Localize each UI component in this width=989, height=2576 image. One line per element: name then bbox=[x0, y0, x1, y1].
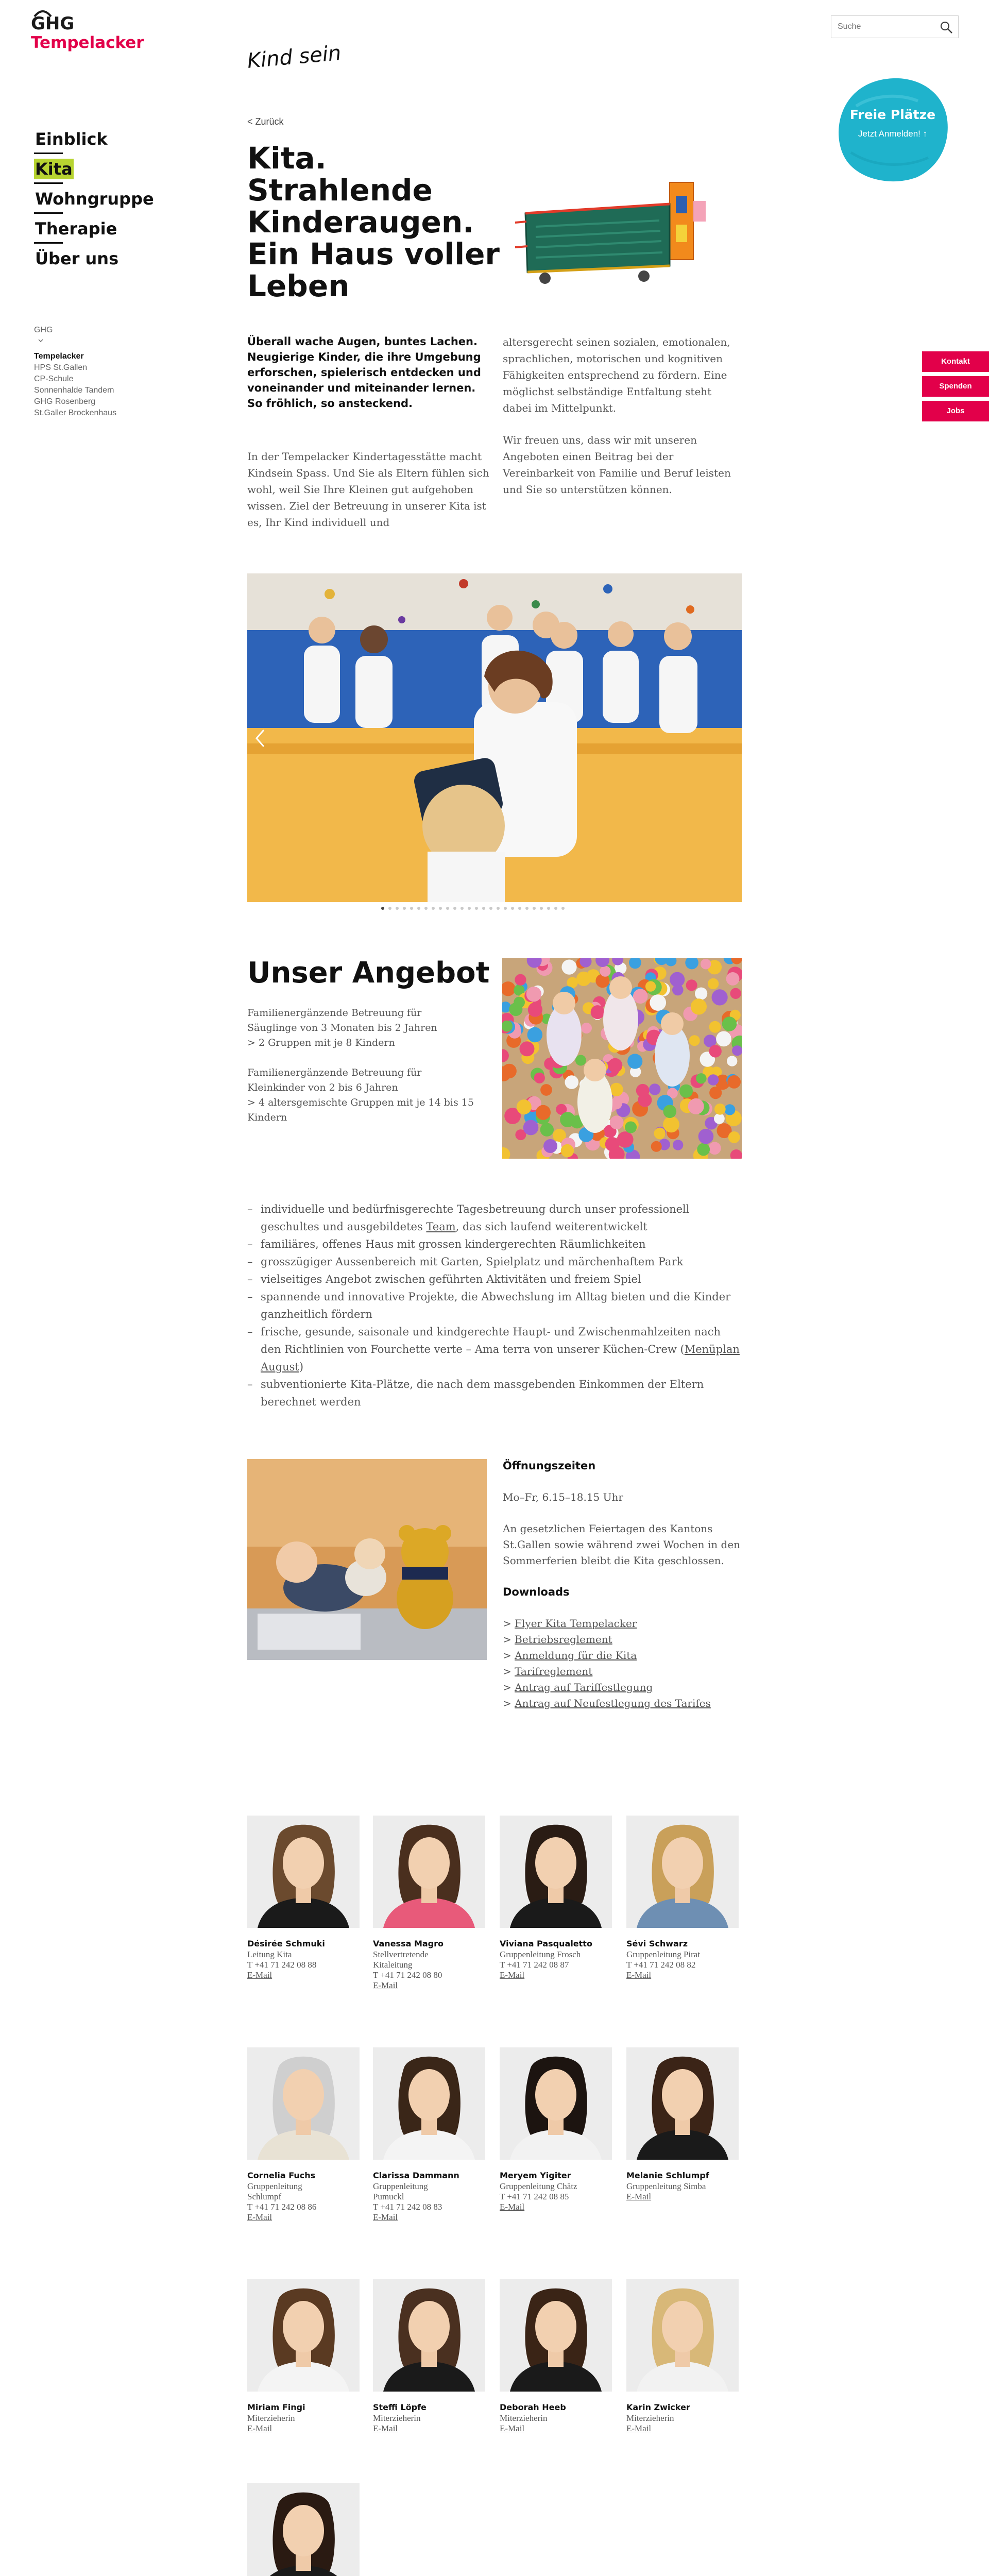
slider-dot[interactable] bbox=[446, 907, 449, 910]
slider-dot[interactable] bbox=[489, 907, 492, 910]
team-member-role: Stellvertretende Kitaleitung bbox=[373, 1950, 429, 1970]
photo-slider[interactable] bbox=[247, 573, 742, 902]
logo-ghg: GHG bbox=[31, 13, 75, 34]
team-member-photo bbox=[373, 2047, 485, 2160]
feature-list bbox=[247, 1200, 742, 1411]
free-places-title: Freie Plätze bbox=[849, 107, 936, 122]
team-member-email-link[interactable]: E-Mail bbox=[373, 2212, 398, 2222]
team-member bbox=[373, 2047, 485, 2223]
search-box bbox=[831, 15, 959, 38]
team-member-role: Gruppenleitung Frosch bbox=[500, 1950, 581, 1959]
team-member-name: Cornelia Fuchs bbox=[247, 2171, 316, 2180]
team-link[interactable]: Team bbox=[426, 1221, 456, 1233]
slider-dot[interactable] bbox=[547, 907, 550, 910]
slider-dot[interactable] bbox=[453, 907, 456, 910]
slider-dot[interactable] bbox=[461, 907, 464, 910]
intro-paragraph-1: In der Tempelacker Kindertagesstätte macht Kindsein Spass. Und Sie als Eltern fühlen sich wohl, weil Sie Ihre Kleinen gut aufgehoben wissen. Ziel der Betreuung in unserer Kita ist es, Ihr Kind individuell und bbox=[247, 450, 489, 529]
team-member-name: Meryem Yigiter bbox=[500, 2171, 571, 2180]
download-item: > Flyer Kita Tempelacker bbox=[503, 1617, 637, 1630]
subnav-item-hps[interactable]: HPS St.Gallen bbox=[34, 363, 88, 372]
back-link[interactable]: < Zurück bbox=[247, 116, 284, 127]
team-member-phone: T +41 71 242 08 82 bbox=[626, 1960, 696, 1970]
team-member bbox=[500, 1816, 612, 1980]
subnav-item-cp-schule[interactable]: CP-Schule bbox=[34, 375, 74, 383]
offer-toddlers: Familienergänzende Betreuung für Kleinkinder von 2 bis 6 Jahren > 4 altersgemischte Gruppen mit je 14 bis 15 Kindern bbox=[247, 1067, 474, 1123]
nav-item-ueber-uns[interactable]: Über uns bbox=[35, 249, 119, 268]
main-nav bbox=[34, 129, 168, 278]
nav-item-einblick[interactable]: Einblick bbox=[34, 129, 168, 159]
team-member-phone: T +41 71 242 08 85 bbox=[500, 2192, 569, 2201]
slider-dot[interactable] bbox=[533, 907, 536, 910]
team-member-phone: T +41 71 242 08 80 bbox=[373, 1970, 442, 1980]
menu-plan-link[interactable]: Menüplan August bbox=[261, 1343, 740, 1373]
download-item: > Anmeldung für die Kita bbox=[503, 1649, 637, 1662]
team-member bbox=[626, 2279, 739, 2434]
slider-dot[interactable] bbox=[511, 907, 514, 910]
slider-dot[interactable] bbox=[525, 907, 528, 910]
download-neufestlegung-link[interactable]: Antrag auf Neufestlegung des Tarifes bbox=[515, 1697, 711, 1709]
subnav-title[interactable]: GHG bbox=[34, 326, 53, 334]
download-tarif-link[interactable]: Tarifreglement bbox=[515, 1665, 593, 1677]
slider-dot[interactable] bbox=[554, 907, 557, 910]
team-member-role: Miterzieherin bbox=[626, 2413, 674, 2423]
team-member-photo bbox=[247, 2279, 360, 2392]
free-places-subtitle: Jetzt Anmelden! ↑ bbox=[858, 129, 928, 139]
page-title: Kita. Strahlende Kinderaugen. Ein Haus voller Leben bbox=[247, 141, 500, 303]
judo-kids-photo bbox=[247, 573, 742, 902]
intro-column-2 bbox=[503, 334, 742, 498]
logo-name: Tempelacker bbox=[31, 33, 144, 52]
feature-item: – frische, gesunde, saisonale und kindgerechte Haupt- und Zwischenmahlzeiten nach den Richtlinien von Fourchette verte – Ama terra von unserer Küchen-Crew (Menüplan August) bbox=[247, 1323, 742, 1376]
opening-info bbox=[503, 1458, 742, 1711]
team-member-role: Gruppenleitung Pirat bbox=[626, 1950, 701, 1959]
team-member bbox=[247, 2483, 360, 2576]
team-member-email-link[interactable]: E-Mail bbox=[626, 1970, 652, 1980]
team-member-photo bbox=[373, 2279, 485, 2392]
slider-dot[interactable] bbox=[381, 907, 384, 910]
team-member bbox=[373, 1816, 485, 1991]
team-member-phone: T +41 71 242 08 87 bbox=[500, 1960, 569, 1970]
feature-item: – spannende und innovative Projekte, die Abwechslung im Alltag bieten und die Kinder ganzheitlich fördern bbox=[247, 1288, 742, 1323]
intro-lead: Überall wache Augen, buntes Lachen. Neugierige Kinder, die ihre Umgebung erforschen, spielerisch entdecken und voneinander und miteinander lernen. So fröhlich, so ansteckend. bbox=[247, 335, 481, 410]
team-member-email-link[interactable]: E-Mail bbox=[500, 1970, 525, 1980]
team-member-role: Gruppenleitung Chätz bbox=[500, 2181, 577, 2191]
team-member-name: Désirée Schmuki bbox=[247, 1939, 325, 1948]
side-tab-jobs[interactable]: Jobs bbox=[922, 401, 989, 421]
subnav-item-tempelacker[interactable]: Tempelacker bbox=[34, 352, 84, 361]
team-member-email-link[interactable]: E-Mail bbox=[373, 2424, 398, 2433]
intro-paragraph-3: Wir freuen uns, dass wir mit unseren Angeboten einen Beitrag bei der Vereinbarkeit von Familie und Beruf leisten und Sie so unterstützen können. bbox=[503, 434, 731, 496]
site-logo[interactable] bbox=[31, 14, 165, 53]
slider-dot[interactable] bbox=[410, 907, 413, 910]
team-member-name: Miriam Fingi bbox=[247, 2402, 305, 2412]
team-member bbox=[247, 2047, 360, 2223]
search-icon[interactable] bbox=[940, 21, 953, 34]
slider-dot[interactable] bbox=[424, 907, 428, 910]
team-member-email-link[interactable]: E-Mail bbox=[247, 2212, 272, 2222]
slider-dot[interactable] bbox=[475, 907, 478, 910]
team-member-name: Viviana Pasqualetto bbox=[500, 1939, 592, 1948]
team-member-photo bbox=[626, 1816, 739, 1928]
download-reglement-link[interactable]: Betriebsreglement bbox=[515, 1633, 612, 1646]
slider-pagination[interactable] bbox=[381, 907, 565, 912]
download-item: > Antrag auf Tariffestlegung bbox=[503, 1681, 653, 1693]
team-member-email-link[interactable]: E-Mail bbox=[626, 2424, 652, 2433]
team-member-role: Miterzieherin bbox=[373, 2413, 421, 2423]
sub-nav bbox=[34, 325, 168, 419]
slider-dot[interactable] bbox=[432, 907, 435, 910]
slider-dot[interactable] bbox=[388, 907, 391, 910]
chevron-down-icon[interactable] bbox=[38, 338, 43, 343]
team-member-photo bbox=[247, 2483, 360, 2576]
team-member-role: Gruppenleitung Simba bbox=[626, 2181, 706, 2191]
ballpit-photo bbox=[502, 958, 742, 1159]
offer-title: Unser Angebot bbox=[247, 956, 490, 990]
slider-dot[interactable] bbox=[540, 907, 543, 910]
feature-item: – grosszügiger Aussenbereich mit Garten, Spielplatz und märchenhaftem Park bbox=[247, 1253, 742, 1270]
free-places-badge[interactable] bbox=[835, 75, 950, 183]
team-member-photo bbox=[373, 1816, 485, 1928]
team-member-photo bbox=[626, 2279, 739, 2392]
team-member-name: Deborah Heeb bbox=[500, 2402, 566, 2412]
team-member-phone: T +41 71 242 08 83 bbox=[373, 2202, 442, 2212]
team-member-name: Sévi Schwarz bbox=[626, 1939, 688, 1948]
team-member-email-link[interactable]: E-Mail bbox=[373, 1980, 398, 1990]
team-member-name: Melanie Schlumpf bbox=[626, 2171, 709, 2180]
tagline-kind-sein: Kind sein bbox=[246, 41, 343, 73]
slider-dot[interactable] bbox=[403, 907, 406, 910]
intro-paragraph-2: altersgerecht seinen sozialen, emotionalen, sprachlichen, motorischen und kognitiven Fähigkeiten entsprechend zu fördern. Eine möglichst selbständige Entfaltung steht dabei im Mittelpunkt. bbox=[503, 336, 730, 414]
team-member-name: Clarissa Dammann bbox=[373, 2171, 459, 2180]
opening-hours: Mo–Fr, 6.15–18.15 Uhr bbox=[503, 1491, 623, 1503]
team-member bbox=[247, 1816, 360, 1980]
team-member-photo bbox=[500, 2047, 612, 2160]
team-member-phone: T +41 71 242 08 88 bbox=[247, 1960, 317, 1970]
team-member-photo bbox=[500, 2279, 612, 2392]
team-member-photo bbox=[626, 2047, 739, 2160]
team-member-email-link[interactable]: E-Mail bbox=[500, 2202, 525, 2212]
team-member-name: Vanessa Magro bbox=[373, 1939, 444, 1948]
slider-dot[interactable] bbox=[504, 907, 507, 910]
team-member bbox=[500, 2047, 612, 2212]
team-member-name: Karin Zwicker bbox=[626, 2402, 690, 2412]
downloads-title: Downloads bbox=[503, 1586, 570, 1598]
team-member-role: Gruppenleitung Schlumpf bbox=[247, 2181, 302, 2201]
team-member bbox=[500, 2279, 612, 2434]
download-antrag-link[interactable]: Antrag auf Tariffestlegung bbox=[515, 1681, 653, 1693]
feature-item: – subventionierte Kita-Plätze, die nach dem massgebenden Einkommen der Eltern berechnet werden bbox=[247, 1376, 742, 1411]
opening-title: Öffnungszeiten bbox=[503, 1460, 596, 1472]
team-member-email-link[interactable]: E-Mail bbox=[500, 2424, 525, 2433]
download-item: > Betriebsreglement bbox=[503, 1633, 612, 1646]
slider-dot[interactable] bbox=[468, 907, 471, 910]
team-member-role: Miterzieherin bbox=[247, 2413, 295, 2423]
subnav-item-sonnenhalde[interactable]: Sonnenhalde Tandem bbox=[34, 386, 114, 395]
team-member-role: Leitung Kita bbox=[247, 1950, 292, 1959]
search-input[interactable] bbox=[831, 16, 934, 38]
child-drawing-house-illustration bbox=[515, 175, 711, 289]
team-member-email-link[interactable]: E-Mail bbox=[247, 2424, 272, 2433]
team-member-email-link[interactable]: E-Mail bbox=[626, 2192, 652, 2201]
baby-teddy-photo bbox=[247, 1459, 487, 1660]
team-member-email-link[interactable]: E-Mail bbox=[247, 1970, 272, 1980]
slider-dot[interactable] bbox=[482, 907, 485, 910]
slider-dot[interactable] bbox=[417, 907, 420, 910]
slider-dot[interactable] bbox=[396, 907, 399, 910]
offer-text bbox=[247, 1006, 500, 1125]
team-member-name: Steffi Löpfe bbox=[373, 2402, 427, 2412]
slider-dot[interactable] bbox=[518, 907, 521, 910]
slider-dot[interactable] bbox=[439, 907, 442, 910]
side-tab-kontakt[interactable]: Kontakt bbox=[922, 351, 989, 372]
nav-item-kita[interactable]: Kita bbox=[34, 159, 168, 189]
side-tab-spenden[interactable]: Spenden bbox=[922, 376, 989, 397]
slider-dot[interactable] bbox=[561, 907, 565, 910]
opening-note: An gesetzlichen Feiertagen des Kantons St.Gallen sowie während zwei Wochen in den Sommerferien bleibt die Kita geschlossen. bbox=[503, 1522, 741, 1567]
download-anmeldung-link[interactable]: Anmeldung für die Kita bbox=[515, 1649, 637, 1662]
team-member-role: Miterzieherin bbox=[500, 2413, 548, 2423]
feature-item: – familiäres, offenes Haus mit grossen kindergerechten Räumlichkeiten bbox=[247, 1235, 742, 1253]
subnav-item-brockenhaus[interactable]: St.Galler Brockenhaus bbox=[34, 409, 117, 417]
team-member-phone: T +41 71 242 08 86 bbox=[247, 2202, 317, 2212]
team-member-photo bbox=[247, 1816, 360, 1928]
team-member-photo bbox=[247, 2047, 360, 2160]
team-member-role: Gruppenleitung Pumuckl bbox=[373, 2181, 428, 2201]
team-member-photo bbox=[500, 1816, 612, 1928]
nav-item-wohngruppe[interactable]: Wohngruppe bbox=[34, 189, 168, 218]
nav-item-therapie[interactable]: Therapie bbox=[34, 218, 168, 248]
offer-infants: Familienergänzende Betreuung für Säuglinge von 3 Monaten bis 2 Jahren > 2 Gruppen mit je 8 Kindern bbox=[247, 1007, 437, 1048]
team-member bbox=[247, 2279, 360, 2434]
slider-dot[interactable] bbox=[497, 907, 500, 910]
download-item: > Tarifreglement bbox=[503, 1665, 593, 1677]
slider-prev-icon[interactable] bbox=[254, 728, 267, 749]
subnav-item-rosenberg[interactable]: GHG Rosenberg bbox=[34, 397, 96, 406]
team-member bbox=[373, 2279, 485, 2434]
download-flyer-link[interactable]: Flyer Kita Tempelacker bbox=[515, 1617, 637, 1630]
team-member bbox=[626, 1816, 739, 1980]
feature-item: – vielseitiges Angebot zwischen geführten Aktivitäten und freiem Spiel bbox=[247, 1270, 742, 1288]
feature-item: – individuelle und bedürfnisgerechte Tagesbetreuung durch unser professionell geschultes und ausgebildetes Team, das sich laufend weiterentwickelt bbox=[247, 1200, 742, 1235]
download-item: > Antrag auf Neufestlegung des Tarifes bbox=[503, 1697, 711, 1709]
team-member bbox=[626, 2047, 739, 2202]
